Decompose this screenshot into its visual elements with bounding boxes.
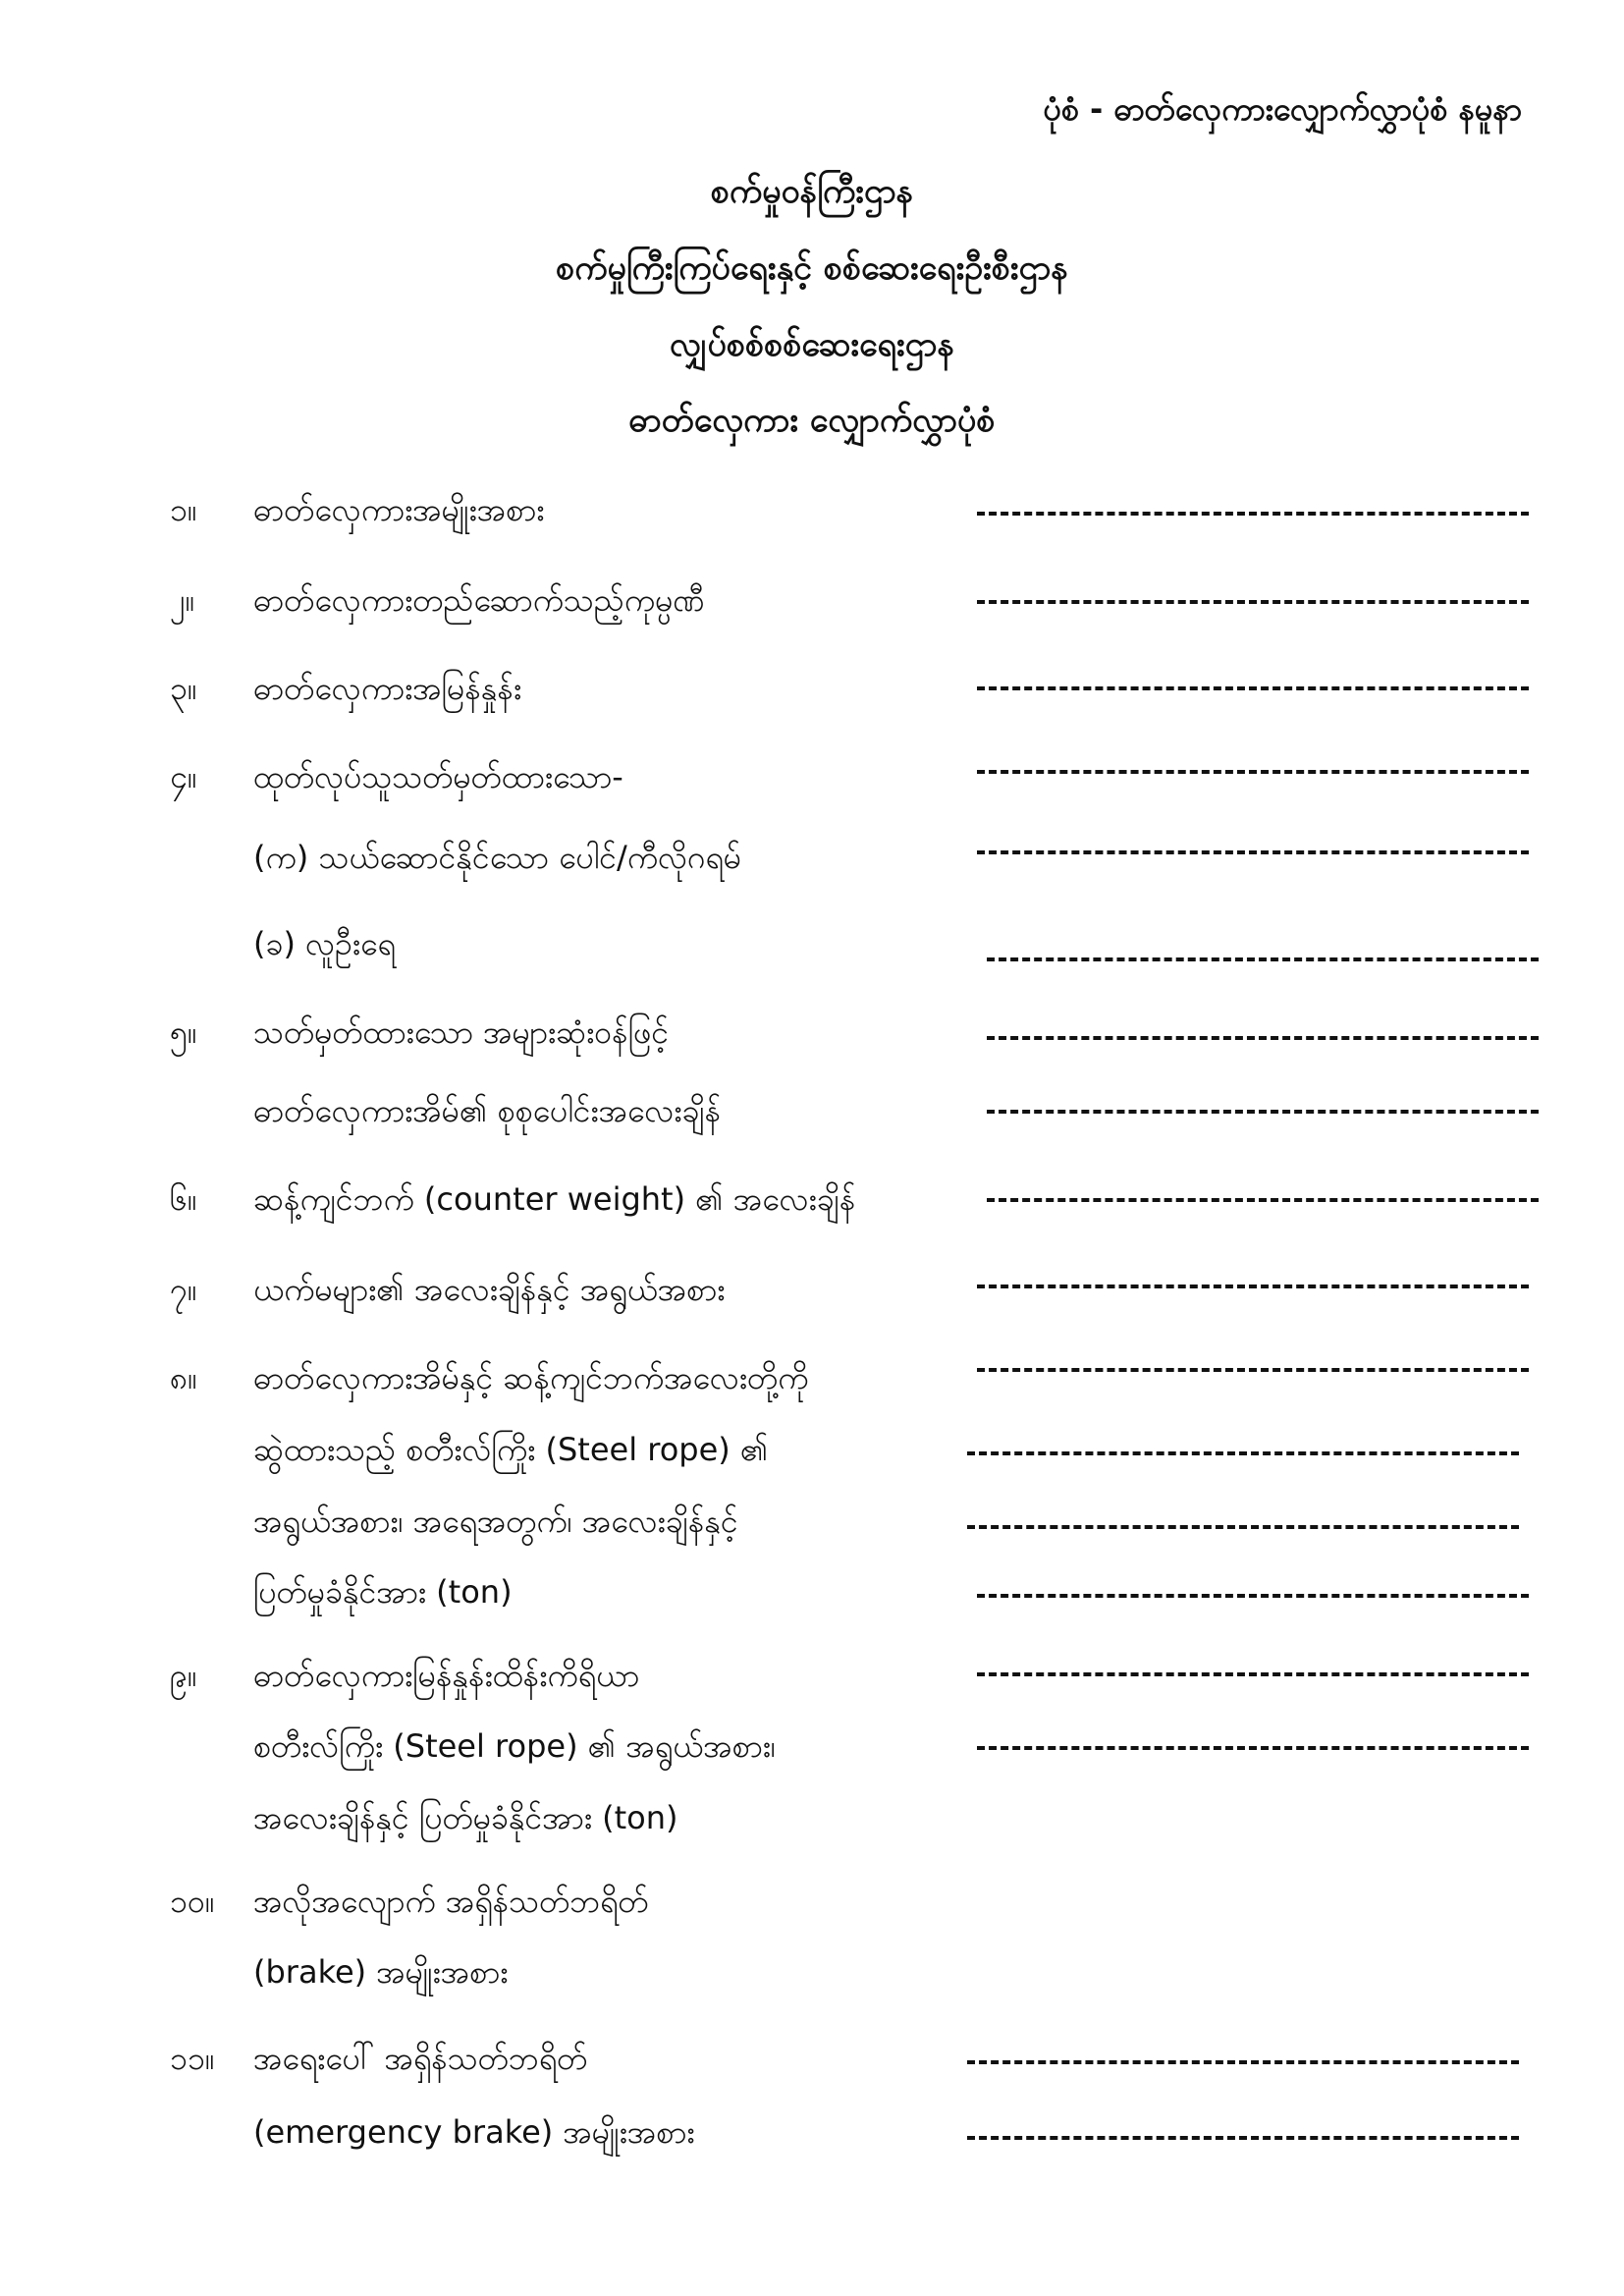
row-label: ယက်မများ၏ အလေးချိန်နှင့် အရွယ်အစား bbox=[253, 1271, 726, 1308]
fill-in-line[interactable] bbox=[977, 770, 1529, 774]
row-number: ၅။ bbox=[170, 1013, 197, 1051]
form-reference: ပုံစံ - ဓာတ်လှေကားလျှောက်လွှာပုံစံ နမူနာ bbox=[1043, 90, 1522, 128]
row-number: ၇။ bbox=[170, 1271, 197, 1308]
fill-in-line[interactable] bbox=[977, 686, 1529, 690]
row-label: ဓာတ်လှေကားမြန်နှုန်းထိန်းကိရိယာ bbox=[253, 1657, 640, 1694]
row-label: ဓာတ်လှေကားအိမ်နှင့် ဆန့်ကျင်ဘက်အလေးတို့ကို bbox=[253, 1359, 809, 1396]
ministry-heading: စက်မှုဝန်ကြီးဌာန bbox=[710, 172, 914, 211]
row-label: (က) သယ်ဆောင်နိုင်သော ပေါင်/ကီလိုဂရမ် bbox=[253, 839, 742, 876]
row-label: (brake) အမျိုးအစား bbox=[253, 1953, 509, 1991]
row-label: အလိုအလျောက် အရှိန်သတ်ဘရိတ် bbox=[253, 1883, 649, 1920]
row-label: ဓာတ်လှေကားအိမ်၏ စုစုပေါင်းအလေးချိန် bbox=[253, 1092, 722, 1129]
fill-in-line[interactable] bbox=[987, 1198, 1539, 1202]
sub-department-heading: လျှပ်စစ်စစ်ဆေးရေးဌာန bbox=[669, 325, 955, 364]
row-number: ၈။ bbox=[170, 1359, 197, 1396]
row-number: ၁၀။ bbox=[170, 1883, 215, 1920]
fill-in-line[interactable] bbox=[987, 1036, 1539, 1040]
row-number: ၆။ bbox=[170, 1180, 197, 1218]
row-number: ၄။ bbox=[170, 758, 197, 795]
row-label: ထုတ်လုပ်သူသတ်မှတ်ထားသော- bbox=[253, 758, 623, 795]
fill-in-line[interactable] bbox=[977, 512, 1529, 516]
row-number: ၃။ bbox=[170, 670, 197, 707]
fill-in-line[interactable] bbox=[987, 1110, 1539, 1114]
row-label: (emergency brake) အမျိုးအစား bbox=[253, 2113, 695, 2151]
row-number: ၉။ bbox=[170, 1657, 197, 1694]
row-label: အရွယ်အစား၊ အရေအတွက်၊ အလေးချိန်နှင့် bbox=[253, 1503, 738, 1540]
row-label: (ခ) လူဦးရေ bbox=[253, 925, 396, 962]
row-label: အရေးပေါ် အရှိန်သတ်ဘရိတ် bbox=[253, 2040, 588, 2077]
row-label: သတ်မှတ်ထားသော အများဆုံးဝန်ဖြင့် bbox=[253, 1013, 670, 1051]
fill-in-line[interactable] bbox=[977, 850, 1529, 854]
row-label: ဓာတ်လှေကားအမျိုးအစား bbox=[253, 491, 545, 528]
fill-in-line[interactable] bbox=[967, 1451, 1519, 1455]
fill-in-line[interactable] bbox=[977, 1285, 1529, 1288]
fill-in-line[interactable] bbox=[977, 1672, 1529, 1676]
row-number: ၁၁။ bbox=[170, 2040, 215, 2077]
fill-in-line[interactable] bbox=[967, 2136, 1519, 2140]
row-label: ဆွဲထားသည့် စတီးလ်ကြိုး (Steel rope) ၏ bbox=[253, 1431, 769, 1468]
fill-in-line[interactable] bbox=[977, 1746, 1529, 1750]
row-number: ၂။ bbox=[170, 581, 195, 619]
row-label: ဓာတ်လှေကားအမြန်နှုန်း bbox=[253, 670, 522, 707]
fill-in-line[interactable] bbox=[967, 1525, 1519, 1529]
fill-in-line[interactable] bbox=[977, 600, 1529, 604]
row-number: ၁။ bbox=[170, 491, 197, 528]
row-label: ဆန့်ကျင်ဘက် (counter weight) ၏ အလေးချိန် bbox=[253, 1180, 856, 1218]
fill-in-line[interactable] bbox=[967, 2060, 1519, 2064]
fill-in-line[interactable] bbox=[977, 1368, 1529, 1372]
row-label: ဓာတ်လှေကားတည်ဆောက်သည့်ကုမ္ပဏီ bbox=[253, 581, 705, 619]
row-label: အလေးချိန်နှင့် ပြတ်မှုခံနိုင်အား (ton) bbox=[253, 1799, 678, 1836]
fill-in-line[interactable] bbox=[987, 957, 1539, 961]
form-title: ဓာတ်လှေကား လျှောက်လွှာပုံစံ bbox=[628, 401, 996, 440]
row-label: ပြတ်မှုခံနိုင်အား (ton) bbox=[253, 1573, 513, 1611]
department-heading: စက်မှုကြီးကြပ်ရေးနှင့် စစ်ဆေးရေးဦးစီးဌာန bbox=[556, 248, 1068, 288]
fill-in-line[interactable] bbox=[977, 1594, 1529, 1598]
row-label: စတီးလ်ကြိုး (Steel rope) ၏ အရွယ်အစား၊ bbox=[253, 1727, 776, 1765]
